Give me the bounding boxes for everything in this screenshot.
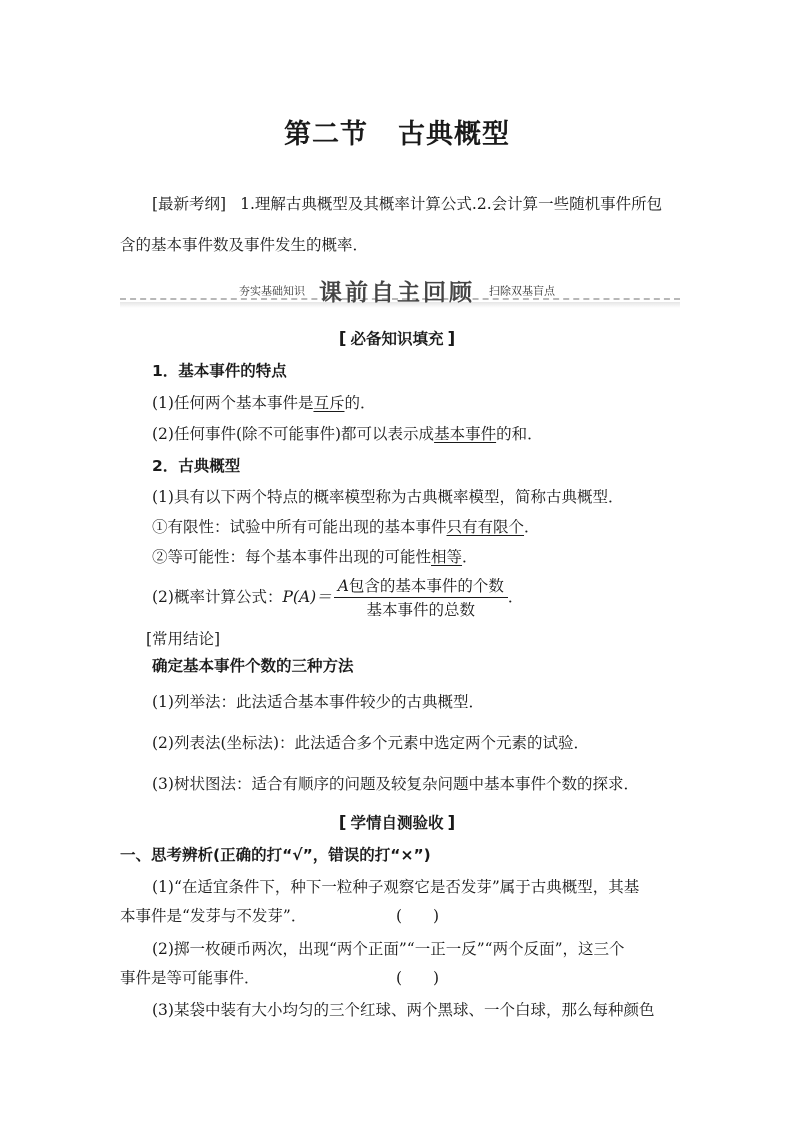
answer-blank[interactable]: ( ) [396,969,440,987]
title-topic: 古典概型 [398,119,510,150]
question-1-line-1: (1)“在适宜条件下，种下一粒种子观察它是否发芽”属于古典概型，其基 [152,878,640,896]
title-section-number: 第二节 [284,119,368,150]
formula-lhs: P(A)＝ [282,588,332,606]
item-1-2 [152,424,543,444]
formula-event-a: A [337,577,349,595]
heading-text: 学情自测验收 [350,814,444,832]
banner-title: 课前自主回顾 [319,280,475,306]
item-2-b-end: ． [462,548,478,566]
question-1-text: 本事件是“发芽与不发芽”． [120,907,307,925]
heading-bracket-right: ] [447,813,456,833]
banner-left-text: 夯实基础知识 [239,284,305,298]
fill-blank-answer: 互斥 [313,394,345,412]
item-1-1-end: 的． [344,394,376,412]
method-table: (2)列表法(坐标法)：此法适合多个元素中选定两个元素的试验． [152,734,590,752]
conclusion-label: [常用结论] [146,630,221,648]
heading-bracket-left: [ [338,329,347,349]
question-3-line-1: (3)某袋中装有大小均匀的三个红球、两个黑球、一个白球，那么每种颜色 [152,1001,655,1019]
method-enumeration: (1)列举法：此法适合基本事件较少的古典概型． [152,693,484,711]
heading-bracket-left: [ [338,813,347,833]
question-1-line-2 [120,906,306,926]
item-2-equal-likelihood [152,547,478,567]
banner-right-text: 扫除双基盲点 [489,284,555,298]
probability-formula [152,576,523,620]
conclusion-title: 确定基本事件个数的三种方法 [152,657,354,675]
part-1-title [120,845,431,865]
formula-end: ． [507,588,524,606]
heading-bracket-right: ] [447,329,456,349]
section-heading-self-test [0,811,794,833]
item-2-title: 2．古典概型 [152,457,241,475]
answer-blank[interactable]: ( ) [396,907,440,925]
formula-numerator-text: 包含的基本事件的个数 [348,577,504,595]
item-1-2-end: 的和． [496,425,543,443]
item-1-1 [152,393,376,413]
question-2-line-2 [120,968,260,988]
fill-blank-answer: 只有有限个 [446,518,525,536]
formula-label: (2)概率计算公式： [152,588,283,606]
formula-numerator [334,576,508,598]
page-title [0,112,794,151]
item-2-1: (1)具有以下两个特点的概率模型称为古典概率模型，简称古典概型． [152,488,624,506]
question-2-line-1: (2)掷一枚硬币两次，出现“两个正面”“一正一反”“两个反面”，这三个 [152,940,625,958]
syllabus-text-1: 1.理解古典概型及其概率计算公式.2.会计算一些随机事件所包 [240,195,663,213]
fill-blank-answer: 相等 [431,548,463,566]
item-1-1-text: (1)任何两个基本事件是 [152,394,314,412]
formula-denominator: 基本事件的总数 [366,601,476,619]
fill-blank-answer: 基本事件 [434,425,497,443]
heading-text: 必备知识填充 [350,330,444,348]
item-2-a-end: ． [524,518,540,536]
method-tree-diagram: (3)树状图法：适合有顺序的问题及较复杂问题中基本事件个数的探求． [152,775,639,793]
part-1-title-text: 一、思考辨析(正确的打“√”，错误的打“×”) [120,846,431,864]
formula-fraction [334,576,508,620]
syllabus-label: [最新考纲] [152,195,227,213]
section-heading-knowledge [0,327,794,349]
section-banner [0,274,794,307]
item-2-finiteness [152,517,540,537]
question-2-text: 事件是等可能事件． [120,969,260,987]
syllabus-line-2: 含的基本事件数及事件发生的概率． [120,236,369,254]
syllabus-line-1 [152,194,662,214]
item-1-2-text: (2)任何事件(除不可能事件)都可以表示成 [152,425,435,443]
item-2-a-text: ①有限性：试验中所有可能出现的基本事件 [152,518,447,536]
item-1-title: 1．基本事件的特点 [152,362,287,380]
item-2-b-text: ②等可能性：每个基本事件出现的可能性 [152,548,432,566]
